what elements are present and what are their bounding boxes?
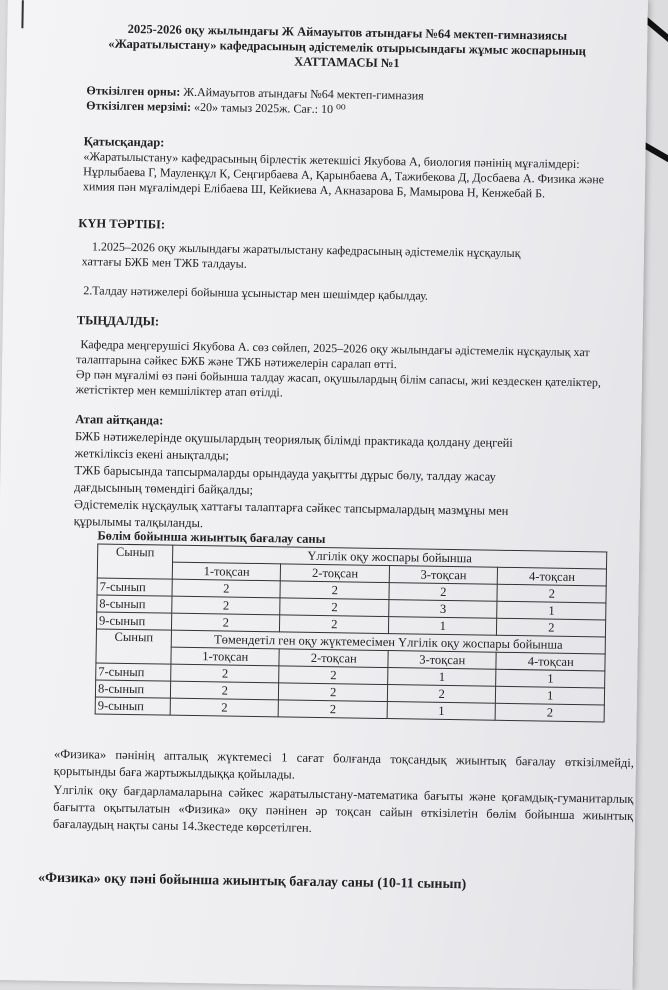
- class-cell: 7-сынып: [96, 663, 171, 681]
- footer-paragraph-1: «Физика» пәнінің апталық жүктемесі 1 сағат болғанда тоқсандық жиынтық бағалау өткізілмейді, қорытынды баға жартыжылдыққа қойылады.: [53, 746, 635, 782]
- class-header: Сынып: [97, 544, 173, 579]
- value-cell: 2: [279, 700, 388, 719]
- assessment-table: [95, 543, 608, 722]
- quarter-header: 1-тоқсан: [172, 562, 281, 581]
- agenda-heading-text: КҮН ТӘРТІБІ:: [78, 216, 166, 232]
- noted-item: БЖБ нәтижелерінде оқушылардың теориялық білімді практикада қолдану деңгейі жеткіліксіз екені анықталды;: [74, 429, 513, 463]
- quarter-header: 3-тоқсан: [388, 651, 497, 670]
- value-cell: 2: [280, 581, 389, 600]
- value-cell: 1: [388, 617, 497, 636]
- agenda-heading: [78, 216, 638, 240]
- value-cell: 2: [279, 683, 388, 702]
- date-value: «20» тамыз 2025ж. Сағ.: 10 ⁰⁰: [193, 99, 346, 117]
- class-header: Сынып: [96, 629, 172, 664]
- value-cell: 2: [389, 583, 498, 602]
- footer-heading: [38, 871, 618, 895]
- value-cell: 2: [171, 613, 280, 632]
- value-cell: 1: [496, 669, 605, 688]
- heard-heading: [77, 313, 637, 337]
- quarter-header: 4-тоқсан: [498, 567, 607, 586]
- footer-heading-text: «Физика» оқу пәні бойынша жиынтық бағалау саны (10-11 сынып): [37, 870, 467, 893]
- value-cell: 1: [497, 601, 606, 620]
- title-line-2: «Жаратылыстану» кафедрасының әдістемелік отырысындағы жұмыс жоспарының: [108, 36, 587, 59]
- value-cell: 2: [170, 698, 279, 717]
- participants-section: [83, 134, 624, 202]
- value-cell: 2: [497, 584, 606, 603]
- assessment-table-section: [95, 528, 618, 722]
- participants-heading: Қатысқандар:: [83, 134, 165, 150]
- title-line-3: ХАТТАМАСЫ №1: [294, 54, 400, 71]
- quarter-header: 4-тоқсан: [496, 652, 605, 671]
- value-cell: 1: [387, 702, 496, 721]
- value-cell: 2: [280, 615, 389, 634]
- meeting-info: [86, 83, 646, 122]
- value-cell: 2: [279, 666, 388, 685]
- agenda-item-2: [83, 283, 643, 307]
- footer-paragraph-2: Үлгілік оқу бағдарламаларына сәйкес жаратылыстану-математика бағыты және қоғамдық-гуманитарлық бағытта оқытылатын «Физика» оқу пәнінен әр тоқсан сайын өткізілетін бөлім бойынша жиынтық бағалаудың нақты саны 14.3кестеде көрсетілген.: [52, 782, 634, 835]
- class-cell: 8-сынып: [95, 680, 170, 698]
- date-label: Өткізілген мерзімі:: [86, 98, 192, 114]
- class-cell: 8-сынып: [97, 595, 172, 613]
- heard-paragraph-2: Әр пән мұғалімі өз пәні бойынша талдау жасап, оқушылардың білім сапасы, жиі кездескен қателіктер, жетістіктер мен кемшіліктер атап өтілді.: [75, 367, 602, 400]
- noted-section: [74, 411, 556, 538]
- paper-edge-mark: [21, 0, 23, 28]
- heard-paragraph-1: Кафедра меңгерушісі Якубова А. сөз сөйлеп, 2025–2026 оқу жылындағы әдістемелік нұсқаулық хат талаптарына сәйкес БЖБ және ТЖБ нәтижелерін саралап өтті.: [76, 337, 590, 372]
- value-cell: 2: [172, 596, 281, 615]
- value-cell: 1: [388, 668, 497, 687]
- class-cell: 9-сынып: [96, 612, 171, 630]
- agenda-item-text: 2.Талдау нәтижелері бойынша ұсыныстар мен шешімдер қабылдау.: [83, 283, 429, 303]
- footer-section: [53, 746, 634, 842]
- agenda-item-1: [82, 239, 562, 277]
- place-label: Өткізілген орны:: [86, 83, 181, 99]
- class-cell: 9-сынып: [95, 697, 170, 715]
- heard-section: [76, 337, 617, 405]
- quarter-header: 2-тоқсан: [279, 649, 388, 668]
- quarter-header: 3-тоқсан: [389, 566, 498, 585]
- title-line-1: 2025-2026 оқу жылындағы Ж Аймауытов атындағы №64 мектеп-гимназиясы: [127, 21, 568, 43]
- table-caption: Бөлім бойынша жиынтық бағалау саны: [97, 528, 326, 547]
- value-cell: 1: [496, 686, 605, 705]
- value-cell: 3: [389, 600, 498, 619]
- value-cell: 2: [171, 664, 280, 683]
- section1-title: Үлгілік оқу жоспары бойынша: [173, 545, 607, 569]
- value-cell: 2: [496, 703, 605, 722]
- value-cell: 2: [172, 579, 281, 598]
- document-title: [67, 21, 628, 75]
- section2-title: Төмендетіл ген оқу жүктемесімен Үлгілік оқу жоспары бойынша: [171, 630, 605, 654]
- place-value: Ж.Аймауытов атындағы №64 мектеп-гимназия: [183, 84, 424, 103]
- value-cell: 2: [280, 598, 389, 617]
- value-cell: 2: [170, 681, 279, 700]
- participants-text: «Жаратылыстану» кафедрасының бірлестік жетекшісі Якубова А, биология пәнінің мұғалімдері: Нұрлыбаева Г, Мауленқұл К, Сеңгирбаева А, Қарынбаева А, Тажибекова Д, Досбаева А. Физика және химия пән мұғалімдері Елібаева Ш, Кейкиева А, Акназарова Б, Мамырова Н, Кенжебай Б.: [82, 149, 605, 201]
- value-cell: 2: [497, 618, 606, 637]
- value-cell: 2: [387, 685, 496, 704]
- agenda-item-text: 1.2025–2026 оқу жылындағы жаратылыстану кафедрасының әдістемелік нұсқаулық хаттағы БЖБ мен ТЖБ талдауы.: [81, 239, 521, 271]
- noted-heading: Атап айтқанда:: [75, 412, 164, 428]
- quarter-header: 2-тоқсан: [281, 564, 390, 583]
- quarter-header: 1-тоқсан: [171, 647, 280, 666]
- noted-item: ТЖБ барысында тапсырмаларды орындауда уақытты дұрыс бөлу, талдау жасау дағдысының төмендігі байқалды;: [74, 463, 496, 497]
- noted-item: Әдістемелік нұсқаулық хаттағы талаптарға сәйкес тапсырмалардың мазмұны мен құрылымы талқыланды.: [73, 497, 509, 531]
- heard-heading-text: ТЫҢДАЛДЫ:: [76, 313, 160, 329]
- class-cell: 7-сынып: [97, 578, 172, 596]
